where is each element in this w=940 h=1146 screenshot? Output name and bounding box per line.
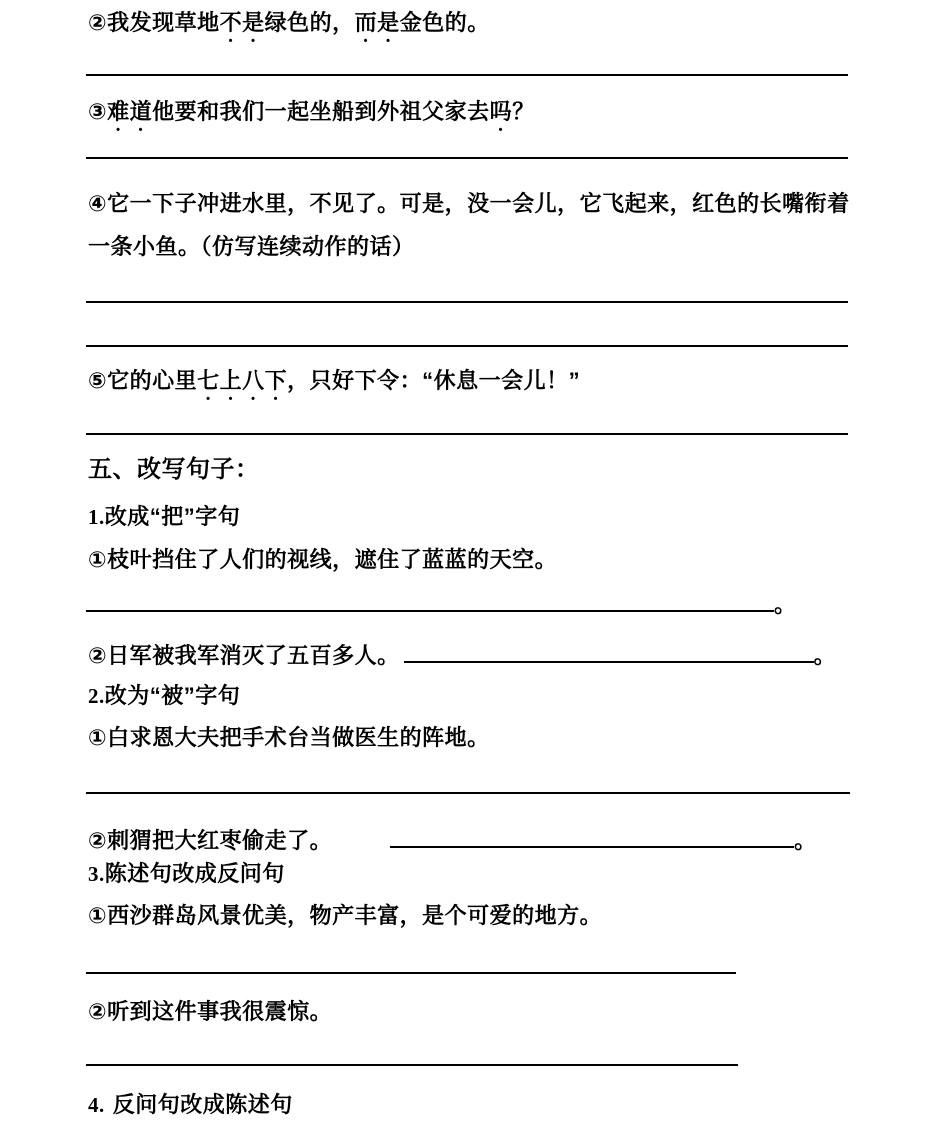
subsection-2-label: 改为“被”字句 xyxy=(104,683,241,708)
answer-line xyxy=(86,433,848,435)
emphasized-text: 七上八下 xyxy=(197,368,288,393)
subsection-2-number: 2. xyxy=(88,684,105,708)
answer-blank xyxy=(86,584,774,612)
plain-text: 绿色的， xyxy=(264,10,355,35)
plain-text: ？ xyxy=(512,99,535,124)
plain-text: ②我发现草地 xyxy=(88,10,220,35)
sentence-item-2 xyxy=(88,8,490,47)
answer-line xyxy=(86,157,848,159)
answer-line xyxy=(86,972,736,974)
answer-line xyxy=(86,301,848,303)
subsection-4-number: 4. xyxy=(88,1093,105,1117)
answer-blank-with-period xyxy=(86,584,797,620)
plain-text: ，只好下令：“休息一会儿！” xyxy=(287,368,581,393)
question-sub1-q2-row xyxy=(88,635,836,671)
section-title: 五、改写句子： xyxy=(88,456,260,483)
subsection-4-label: 反问句改成陈述句 xyxy=(112,1092,293,1117)
question-sub2-q1: ①白求恩大夫把手术台当做医生的阵地。 xyxy=(88,725,490,750)
question-sub2-q2-row xyxy=(88,820,817,856)
period-after-blank: 。 xyxy=(813,643,837,668)
question-sub3-q2: ②听到这件事我很震惊。 xyxy=(88,999,333,1024)
answer-line xyxy=(86,792,850,794)
subsection-2-title xyxy=(88,681,240,711)
question-sub3-q1: ①西沙群岛风景优美，物产丰富，是个可爱的地方。 xyxy=(88,903,603,928)
answer-line xyxy=(86,345,848,347)
subsection-4-title xyxy=(88,1090,293,1120)
plain-text: ③ xyxy=(88,99,108,124)
sentence-item-5 xyxy=(88,366,580,405)
period-after-blank: 。 xyxy=(794,828,817,853)
plain-text: 金色的。 xyxy=(399,10,490,35)
sentence-item-4: ④它一下子冲进水里，不见了。可是，没一会儿，它飞起来，红色的长嘴衔着一条小鱼。（仿写连续动作的话） xyxy=(88,191,850,259)
subsection-1-title xyxy=(88,502,240,532)
emphasized-text: 吗 xyxy=(489,99,513,124)
question-sub1-q1: ①枝叶挡住了人们的视线，遮住了蓝蓝的天空。 xyxy=(88,547,558,572)
emphasized-text: 难道 xyxy=(107,99,153,124)
answer-blank xyxy=(390,820,794,848)
subsection-1-label: 改成“把”字句 xyxy=(104,504,241,529)
emphasized-text: 不是 xyxy=(219,10,265,35)
emphasized-text: 而是 xyxy=(354,10,400,35)
question-sub2-q2: ②刺猬把大红枣偷走了。 xyxy=(88,828,333,853)
subsection-3-number: 3. xyxy=(88,862,105,886)
plain-text: 他要和我们一起坐船到外祖父家去 xyxy=(152,99,490,124)
plain-text: ⑤它的心里 xyxy=(88,368,198,393)
answer-blank xyxy=(404,635,814,663)
question-sub1-q2: ②日军被我军消灭了五百多人。 xyxy=(88,643,400,668)
period-after-blank: 。 xyxy=(774,592,797,617)
subsection-3-title xyxy=(88,859,285,889)
answer-line xyxy=(86,74,848,76)
sentence-item-3 xyxy=(88,97,535,136)
subsection-3-label: 陈述句改成反问句 xyxy=(104,861,285,886)
answer-line xyxy=(86,1064,738,1066)
subsection-1-number: 1. xyxy=(88,505,105,529)
